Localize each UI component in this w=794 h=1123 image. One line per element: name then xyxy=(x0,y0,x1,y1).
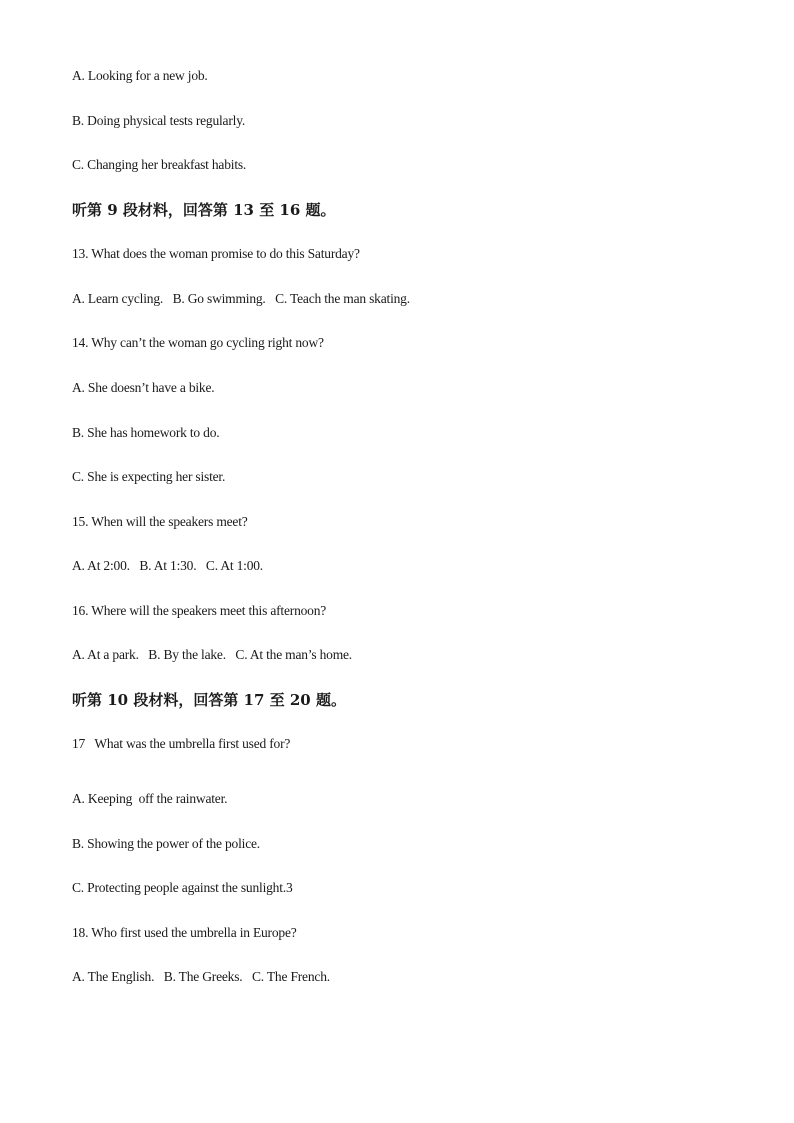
question-line: 14. Why can’t the woman go cycling right now? xyxy=(72,335,324,350)
option-line: A. Keeping off the rainwater. xyxy=(72,791,228,806)
option-line: B. Doing physical tests regularly. xyxy=(72,113,246,128)
question-line: 18. Who first used the umbrella in Europe? xyxy=(72,925,297,940)
option-line: B. Showing the power of the police. xyxy=(72,836,260,851)
section-heading: 听第 10 段材料，回答第 17 至 20 题。 xyxy=(72,691,346,709)
option-line: A. At a park. B. By the lake. C. At the man’s home. xyxy=(72,647,352,662)
option-line: A. Learn cycling. B. Go swimming. C. Teach the man skating. xyxy=(72,291,410,306)
section-heading: 听第 9 段材料，回答第 13 至 16 题。 xyxy=(72,201,336,219)
question-line: 13. What does the woman promise to do this Saturday? xyxy=(72,246,360,261)
option-line: C. Changing her breakfast habits. xyxy=(72,157,247,172)
question-line: 17 What was the umbrella first used for? xyxy=(72,736,291,751)
option-line: C. Protecting people against the sunlight.3 xyxy=(72,880,293,895)
option-line: B. She has homework to do. xyxy=(72,425,220,440)
option-line: A. The English. B. The Greeks. C. The French. xyxy=(72,969,330,984)
option-line: A. Looking for a new job. xyxy=(72,68,208,83)
option-line: A. At 2:00. B. At 1:30. C. At 1:00. xyxy=(72,558,263,573)
question-line: 16. Where will the speakers meet this afternoon? xyxy=(72,603,327,618)
option-line: C. She is expecting her sister. xyxy=(72,469,226,484)
question-line: 15. When will the speakers meet? xyxy=(72,514,248,529)
option-line: A. She doesn’t have a bike. xyxy=(72,380,215,395)
